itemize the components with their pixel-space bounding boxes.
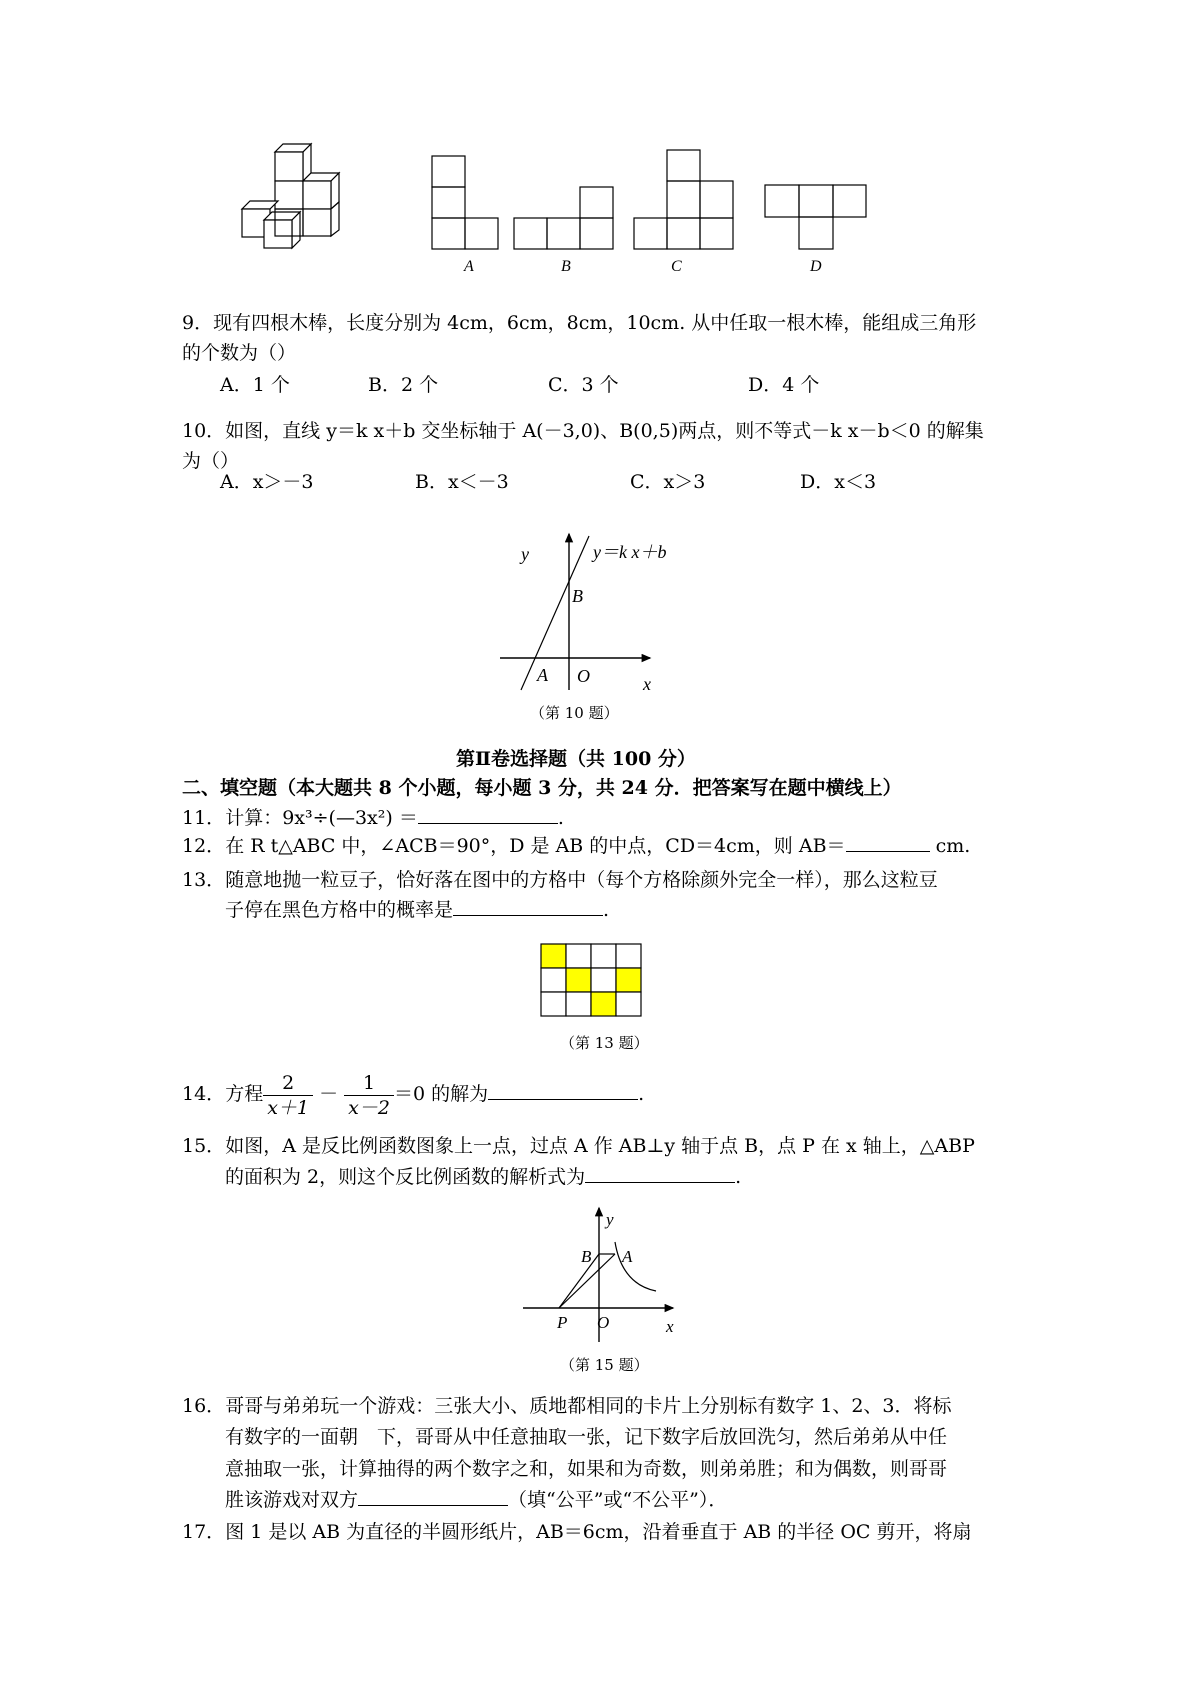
grid-cell xyxy=(566,992,591,1016)
q14-minus: － xyxy=(319,1083,339,1105)
grid-cell-shaded xyxy=(591,992,616,1016)
q15-text1: 如图，A 是反比例函数图象上一点，过点 A 作 AB⊥y 轴于点 B，点 P 在 x 轴上，△ABP xyxy=(225,1135,975,1157)
q14-tail: . xyxy=(638,1083,645,1105)
label-d: D xyxy=(810,258,822,275)
q13-line1 xyxy=(182,867,938,893)
q16-line3: 意抽取一张，计算抽得的两个数字之和，如果和为奇数，则弟弟胜；和为偶数，则哥哥 xyxy=(225,1458,948,1480)
q9-line1: 9．现有四根木棒，长度分别为 4cm，6cm，8cm，10cm. 从中任取一根木棒，能组成三角形 xyxy=(182,312,977,334)
q9-option-c: C．3 个 xyxy=(548,374,619,396)
q10-graph xyxy=(495,528,685,693)
q15-b-label: B xyxy=(581,1247,592,1266)
q15-num: 15． xyxy=(182,1135,226,1157)
q16-text4b: （填“公平”或“不公平”）． xyxy=(508,1489,728,1511)
q9-line2: 的个数为（） xyxy=(182,342,297,364)
q15-x-label: x xyxy=(666,1317,674,1336)
grid-cell-shaded xyxy=(616,968,641,992)
q12-answer-blank[interactable] xyxy=(846,833,930,852)
q14-f2-num: 1 xyxy=(344,1071,394,1096)
q13-caption: （第 13 题） xyxy=(560,1034,649,1052)
grid-cell xyxy=(566,944,591,968)
cube-stack xyxy=(242,144,339,248)
q9-option-d: D．4 个 xyxy=(748,374,820,396)
q13-answer-blank[interactable] xyxy=(453,897,603,916)
q10-option-c: C．x＞3 xyxy=(630,471,706,493)
q11-text: 计算：9x³÷(—3x²) ＝ xyxy=(225,807,418,829)
q14-num: 14． xyxy=(182,1083,226,1105)
view-a xyxy=(432,156,498,249)
label-a: A xyxy=(464,258,474,275)
q10-option-b: B．x＜－3 xyxy=(415,471,509,493)
grid-cell xyxy=(541,992,566,1016)
q13-tail: . xyxy=(603,899,610,921)
q15-text2: 的面积为 2，则这个反比例函数的解析式为 xyxy=(225,1166,586,1188)
grid-cell xyxy=(591,968,616,992)
q14-suffix: ＝0 的解为 xyxy=(393,1083,489,1105)
q16-num: 16． xyxy=(182,1395,226,1417)
q10-line2: 为（） xyxy=(182,450,240,472)
q15-graph xyxy=(518,1204,688,1344)
q12-tail: cm. xyxy=(929,835,971,857)
grid-cell xyxy=(616,992,641,1016)
grid-cell xyxy=(541,968,566,992)
q17-line1 xyxy=(182,1519,972,1545)
view-b xyxy=(514,187,613,249)
q17-num: 17． xyxy=(182,1521,226,1543)
q10-point-a: A xyxy=(537,665,548,685)
q15-o-label: O xyxy=(597,1313,610,1332)
q10-line-label: y＝k x＋b xyxy=(593,542,667,562)
q15-answer-blank[interactable] xyxy=(585,1164,735,1183)
q14-f1-den: x＋1 xyxy=(267,1096,310,1119)
q11 xyxy=(182,805,564,831)
label-c: C xyxy=(671,258,682,275)
q14-f1-num: 2 xyxy=(263,1071,313,1096)
q14-prefix: 方程 xyxy=(225,1083,264,1105)
q11-answer-blank[interactable] xyxy=(418,805,558,824)
q10-line1: 10．如图，直线 y＝k x＋b 交坐标轴于 A(－3,0)、B(0,5)两点，则不等式－k x－b＜0 的解集 xyxy=(182,420,984,442)
q10-option-a: A．x＞－3 xyxy=(220,471,314,493)
section2-heading: 二、填空题（本大题共 8 个小题，每小题 3 分，共 24 分．把答案写在题中横线上） xyxy=(182,777,902,799)
q16-text4a: 胜该游戏对双方 xyxy=(225,1489,359,1511)
q14 xyxy=(182,1068,644,1120)
q12-num: 12． xyxy=(182,835,226,857)
label-b: B xyxy=(561,258,571,275)
q10-caption: （第 10 题） xyxy=(530,704,619,722)
q15-p-label: P xyxy=(557,1313,568,1332)
q16-line4 xyxy=(225,1487,727,1513)
q13-line2 xyxy=(225,897,609,923)
grid-cell-shaded xyxy=(541,944,566,968)
q12 xyxy=(182,833,970,859)
q16-line2: 有数字的一面朝 下，哥哥从中任意抽取一张，记下数字后放回洗匀，然后弟弟从中任 xyxy=(225,1426,948,1448)
q15-a-label: A xyxy=(622,1247,633,1266)
q14-f2-den: x－2 xyxy=(348,1096,390,1119)
q10-x-label: x xyxy=(643,674,651,693)
q15-line2 xyxy=(225,1164,741,1190)
q8-figure xyxy=(230,140,880,275)
segment-pb xyxy=(559,1254,599,1308)
q13-num: 13． xyxy=(182,869,226,891)
grid-cell-shaded xyxy=(566,968,591,992)
view-d xyxy=(765,185,866,249)
q16-answer-blank[interactable] xyxy=(358,1487,508,1506)
q15-line1 xyxy=(182,1133,975,1159)
q15-caption: （第 15 题） xyxy=(560,1356,649,1374)
q9-option-a: A．1 个 xyxy=(220,374,290,396)
q15-y-label: y xyxy=(606,1210,614,1229)
q16-line1 xyxy=(182,1393,952,1419)
q10-origin: O xyxy=(577,666,590,686)
q13-text2: 子停在黑色方格中的概率是 xyxy=(225,899,454,921)
q14-fraction-1 xyxy=(263,1071,313,1120)
grid-cell xyxy=(616,944,641,968)
q13-grid xyxy=(538,940,650,1022)
q10-option-d: D．x＜3 xyxy=(800,471,877,493)
q14-fraction-2 xyxy=(344,1071,394,1120)
q10-point-b: B xyxy=(572,586,583,606)
q17-text1: 图 1 是以 AB 为直径的半圆形纸片，AB＝6cm，沿着垂直于 AB 的半径 OC 剪开，将扇 xyxy=(225,1521,972,1543)
grid-cell xyxy=(591,944,616,968)
q14-answer-blank[interactable] xyxy=(488,1081,638,1100)
q13-text1: 随意地抛一粒豆子，恰好落在图中的方格中（每个方格除颜外完全一样），那么这粒豆 xyxy=(225,869,938,891)
view-c xyxy=(634,150,733,249)
q9-option-b: B．2 个 xyxy=(368,374,439,396)
q10-y-label: y xyxy=(521,544,529,564)
q15-tail: . xyxy=(735,1166,742,1188)
q16-text1: 哥哥与弟弟玩一个游戏：三张大小、质地都相同的卡片上分别标有数字 1、2、3．将标 xyxy=(225,1395,952,1417)
q11-tail: . xyxy=(557,807,564,829)
q12-text: 在 R t△ABC 中，∠ACB＝90°，D 是 AB 的中点，CD＝4cm，则 AB＝ xyxy=(225,835,846,857)
section2-title: 第Ⅱ卷选择题（共 100 分） xyxy=(456,748,696,770)
q11-num: 11． xyxy=(182,807,226,829)
